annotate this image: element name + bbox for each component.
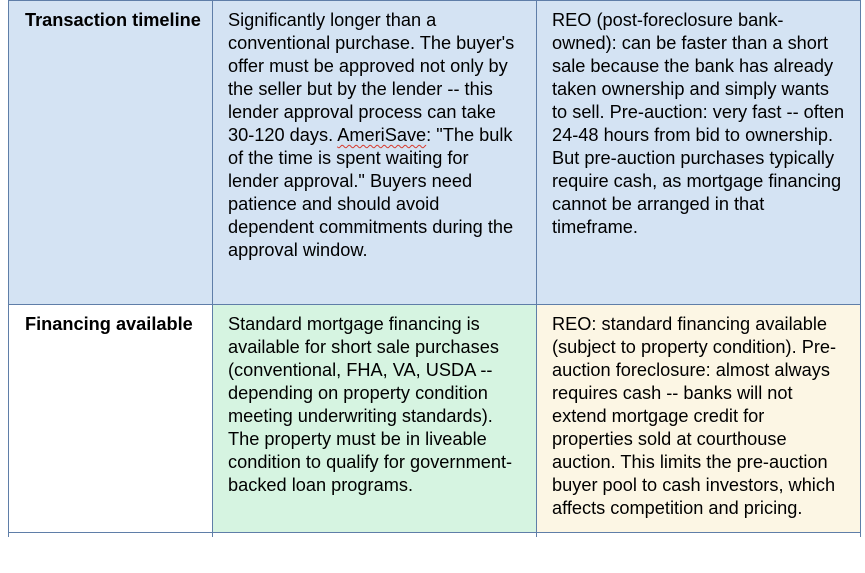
next-row-cell[interactable] [213,533,537,538]
next-row-cell[interactable] [537,533,861,538]
table-row-financing-available [9,305,861,533]
comparison-table [8,0,861,537]
table-row-next-partial [9,533,861,538]
table-row-transaction-timeline [9,1,861,305]
row-label-financing-available[interactable]: Financing available [9,305,213,533]
cell-foreclosure-timeline[interactable]: REO (post-foreclosure bank-owned): can be faster than a short sale because the bank has already taken ownership and simply wants to sell. Pre-auction: very fast -- often 24-48 hours from bid to ownership. But pre-auction purchases typically require cash, as mortgage financing cannot be arranged in that timeframe. [537,1,861,305]
cell-text-part: : "The bulk of the time is spent waiting for lender approval." Buyers need patience and should avoid dependent commitments during the approval window. [228,125,514,260]
row-label-transaction-timeline[interactable]: Transaction timeline [9,1,213,305]
cell-text-part: Significantly longer than a conventional purchase. The buyer's offer must be approved not only by the seller but by the lender -- this lender approval process can take 30-120 days. [228,10,515,145]
spellcheck-flagged-word[interactable]: AmeriSave [337,125,427,145]
cell-foreclosure-financing[interactable]: REO: standard financing available (subject to property condition). Pre-auction foreclosure: almost always requires cash -- banks will not extend mortgage credit for properties sold at courthouse auction. This limits the pre-auction buyer pool to cash investors, which affects competition and pricing. [537,305,861,533]
cell-short-sale-financing[interactable]: Standard mortgage financing is available for short sale purchases (conventional, FHA, VA, USDA -- depending on property condition meeting underwriting standards). The property must be in liveable condition to qualify for government-backed loan programs. [213,305,537,533]
cell-short-sale-timeline[interactable] [213,1,537,305]
next-row-cell[interactable] [9,533,213,538]
